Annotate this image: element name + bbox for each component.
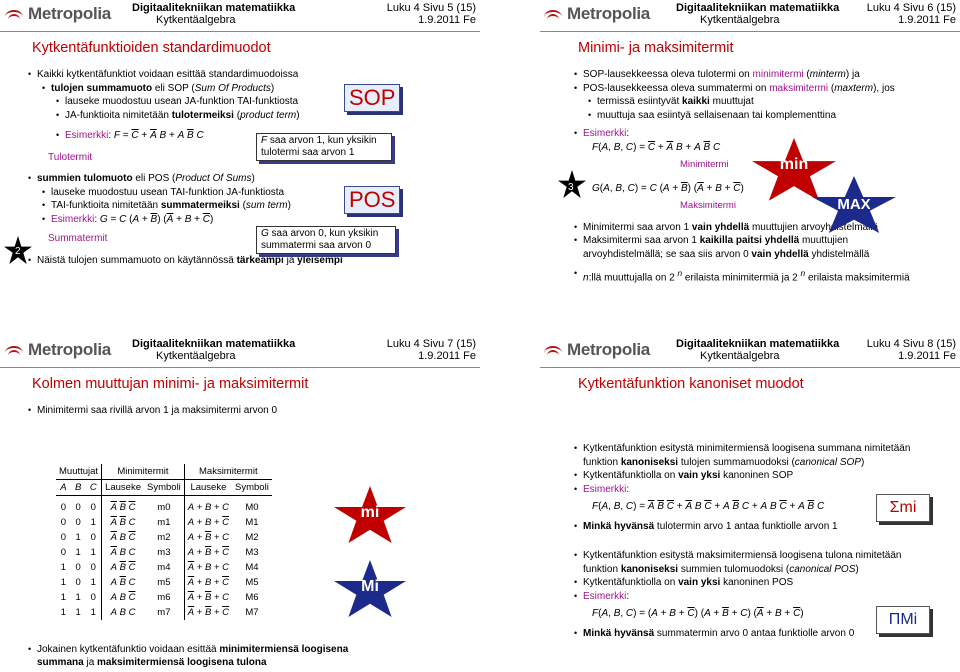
bullet: • Esimerkki: <box>574 590 954 604</box>
logo-icon <box>542 340 564 360</box>
slide-header <box>480 336 960 370</box>
bullet: • lauseke muodostuu usean JA-funktion TAI-funktiosta <box>56 95 468 109</box>
divider <box>0 367 480 368</box>
bullet: • TAI-funktioita nimitetään summatermeiksi (sum term) <box>42 199 468 213</box>
slide-body <box>574 68 954 285</box>
formula-f: F(A, B, $C) = \overline{C} + \overline{A}$ B + A $\overline{B}$ C <box>592 141 721 153</box>
minterm-symbol: m6 <box>157 592 171 603</box>
maxterm-expr: A + B + C <box>184 496 232 516</box>
divider <box>540 367 960 368</box>
minterm-symbol: m1 <box>157 517 171 528</box>
formula-pos: F(A, B, $C) = (A + B + \overline{C})$ $(A + \overline{B} + C)$ $(\overline{A} + B + \overline{C})$ <box>592 608 804 619</box>
bit-cell: 0 <box>60 547 67 558</box>
col-header: Symboli <box>235 482 269 493</box>
bit-cell: 1 <box>90 577 96 588</box>
course-subtitle: Kytkentäalgebra <box>156 14 236 26</box>
footer-bullet: • Jokainen kytkentäfunktio voidaan esittää minimitermiensä loogisena summana ja maksimitermiensä loogisena tulona <box>28 643 348 669</box>
maxterm-expr: $\overline{A} + \overline{B} + C$ <box>184 590 232 605</box>
minterm-symbol: m0 <box>157 502 171 513</box>
bullet: • SOP-lausekkeessa oleva tulotermi on minimitermi (minterm) ja <box>574 68 954 82</box>
bit-cell: 1 <box>75 547 81 558</box>
maxterm-symbol: M4 <box>245 562 259 573</box>
bit-cell: 0 <box>90 592 96 603</box>
bit-cell: 0 <box>75 577 81 588</box>
metropolia-logo: Metropolia <box>3 4 111 24</box>
date-label: 1.9.2011 Fe <box>418 14 476 26</box>
page-indicator: Luku 4 Sivu 5 (15) <box>386 2 476 14</box>
bullet-cont: funktion kanoniseksi summien tulomuodoksi (canonical POS) <box>583 563 859 575</box>
slide-header <box>480 0 960 34</box>
table-header: Maksimitermit <box>184 464 272 480</box>
bullet: • Kytkentäfunktion esitystä minimitermiensä loogisena summana nimitetään <box>574 442 954 456</box>
minterm-expr: $\overline{A}$ B $\overline{C}$ <box>102 530 144 545</box>
maxterm-expr: $\overline{A} + B + \overline{C}$ <box>184 575 232 590</box>
metropolia-logo: Metropolia <box>3 340 111 360</box>
table-row <box>56 496 272 516</box>
logo-icon <box>542 4 564 24</box>
label-tulotermit: Tulotermit <box>48 151 93 163</box>
maxterm-expr: $A + \overline{B} + C$ <box>184 530 232 545</box>
bullet: • Minimitermi saa arvon 1 vain yhdellä muuttujien arvoyhdistelmällä <box>574 221 954 235</box>
minterm-expr: A $\overline{B}$ C <box>102 575 144 590</box>
minterm-expr: A B $\overline{C}$ <box>102 590 144 605</box>
bullet: • lauseke muodostuu usean TAI-funktion JA-funktiosta <box>42 186 468 200</box>
bullet: • muuttuja saa esiintyä sellaisenaan tai komplementtina <box>588 109 954 123</box>
minterm-expr: $\overline{A}$ $\overline{B}$ $\overline{C}$ <box>102 496 144 516</box>
bullet: • summien tulomuoto eli POS (Product Of Sums) <box>28 172 468 186</box>
bullet: • termissä esiintyvät kaikki muuttujat <box>588 95 954 109</box>
bit-cell: 1 <box>60 562 67 573</box>
bit-cell: 1 <box>60 577 67 588</box>
formula-g: G(A, B, C) = C $(A + \overline{B})$ $(\overline{A} + B + \overline{C})$ <box>592 182 744 194</box>
bit-cell: 0 <box>60 517 67 528</box>
course-title: Digitaalitekniikan matematiikka <box>132 2 296 14</box>
mi-label: mi <box>360 504 380 521</box>
bit-cell: 0 <box>90 532 96 543</box>
col-header: Lauseke <box>102 480 144 496</box>
label-summatermit: Summatermit <box>48 233 108 244</box>
maxterm-expr: $\overline{A} + B + C$ <box>184 560 232 575</box>
metropolia-logo: Metropolia <box>542 4 650 24</box>
sum-mi-box: Σmi <box>876 494 930 522</box>
maxterm-symbol: M7 <box>245 607 259 618</box>
slide-title: Kytkentäfunktion kanoniset muodot <box>578 376 804 392</box>
maxterm-symbol: M2 <box>245 532 259 543</box>
maxterm-expr: $A + \overline{B} + \overline{C}$ <box>184 545 232 560</box>
slide-body <box>28 404 468 418</box>
course-subtitle: Kytkentäalgebra <box>700 14 780 26</box>
course-title: Digitaalitekniikan matematiikka <box>676 2 840 14</box>
bit-cell: 1 <box>90 517 96 528</box>
label-minimitermi: Minimitermi <box>680 159 729 170</box>
minterm-expr: A $\overline{B}$ $\overline{C}$ <box>102 560 144 575</box>
course-title: Digitaalitekniikan matematiikka <box>132 338 296 350</box>
bullet: • Esimerkki: $F = \overline{C} + \overline{A}$ B + A $\overline{B}$ C <box>56 129 468 143</box>
maxterm-symbol: M6 <box>245 592 259 603</box>
bit-cell: 0 <box>75 517 81 528</box>
minterm-expr: $\overline{A}$ B C <box>102 545 144 560</box>
bullet-cont: funktion kanoniseksi tulojen summamuodoksi (canonical SOP) <box>583 456 865 468</box>
slide-6 <box>480 0 960 336</box>
slide-title: Kytkentäfunktioiden standardimuodot <box>32 40 271 56</box>
table-body <box>56 496 272 621</box>
bullet: • Näistä tulojen summamuoto on käytännössä tärkeämpi ja yleisempi <box>28 254 468 268</box>
bit-cell: 1 <box>75 592 81 603</box>
bit-cell: 1 <box>90 547 96 558</box>
metropolia-logo: Metropolia <box>542 340 650 360</box>
bit-cell: 0 <box>90 502 96 513</box>
sop-badge: SOP <box>344 84 400 112</box>
date-label: 1.9.2011 Fe <box>418 350 476 362</box>
formula-sop: F(A, B, $C) = \overline{A}$ $\overline{B}$ $\overline{C} + \overline{A}$ B $\overline{C} + A$ $\overline{B}$ C + A B $\overline{C} + A$ $\overline{B}$ C <box>592 501 825 512</box>
bullet: • Minkä hyvänsä summatermin arvo 0 antaa funktiolle arvon 0 <box>574 627 954 641</box>
bullet: • Maksimitermi saa arvon 1 kaikilla paitsi yhdellä muuttujien <box>574 234 954 248</box>
max-label: MAX <box>837 196 871 213</box>
slide-header <box>0 336 480 370</box>
star-number: 3 <box>568 182 574 193</box>
bullet-cont: arvoyhdistelmällä; se saa siis arvon 0 vain yhdellä yhdistelmällä <box>583 248 870 260</box>
slide-7 <box>0 336 480 672</box>
bit-cell: 1 <box>60 607 67 618</box>
minterm-expr: $\overline{A}$ $\overline{B}$ C <box>102 515 144 530</box>
Mi-label: Mi <box>361 578 379 595</box>
star-number: 2 <box>15 246 21 257</box>
maxterm-symbol: M1 <box>245 517 259 528</box>
bullet: • n:llä muuttujalla on 2 $^n$ erilaista minimitermiä ja 2 $^n$ erilaista maksimitermiä <box>574 267 954 285</box>
table-row <box>56 545 272 560</box>
slide-title: Kolmen muuttujan minimi- ja maksimitermit <box>32 376 309 392</box>
bit-cell: 0 <box>75 562 81 573</box>
prod-Mi-box: ΠMi <box>876 606 930 634</box>
table-row <box>56 560 272 575</box>
col-header: A <box>60 482 67 493</box>
table-row <box>56 590 272 605</box>
callout-g: G saa arvon 0, kun yksikin summatermi saa arvon 0 <box>256 226 396 254</box>
page-indicator: Luku 4 Sivu 7 (15) <box>386 338 476 350</box>
bullet: • Kytkentäfunktiolla on vain yksi kanoninen POS <box>574 576 954 590</box>
divider <box>0 31 480 32</box>
minterm-symbol: m3 <box>157 547 171 558</box>
col-header: Symboli <box>147 482 181 493</box>
bullet: • Kytkentäfunktion esitystä maksimitermiensä loogisena tulona nimitetään <box>574 549 954 563</box>
bit-cell: 1 <box>75 532 81 543</box>
bit-cell: 0 <box>60 502 67 513</box>
minterm-symbol: m7 <box>157 607 171 618</box>
slide-header <box>0 0 480 34</box>
table-header: Minimitermit <box>102 464 185 480</box>
bit-cell: 0 <box>75 502 81 513</box>
course-subtitle: Kytkentäalgebra <box>700 350 780 362</box>
slide-title: Minimi- ja maksimitermit <box>578 40 734 56</box>
table-row <box>56 530 272 545</box>
label-maksimitermi: Maksimitermi <box>680 200 736 211</box>
bullet: • JA-funktioita nimitetään tulotermeiksi (product term) <box>56 109 468 123</box>
maxterm-expr: $\overline{A} + \overline{B} + \overline{C}$ <box>184 605 232 620</box>
slide-body <box>28 68 468 267</box>
col-header: C <box>89 482 97 493</box>
minterm-table <box>56 464 272 620</box>
table-row <box>56 515 272 530</box>
col-header: B <box>74 482 82 493</box>
bullet: • Kytkentäfunktiolla on vain yksi kanoninen SOP <box>574 469 954 483</box>
maxterm-symbol: M3 <box>245 547 259 558</box>
bit-cell: 0 <box>60 532 67 543</box>
bit-cell: 1 <box>90 607 96 618</box>
slide-5 <box>0 0 480 336</box>
date-label: 1.9.2011 Fe <box>898 14 956 26</box>
pos-badge: POS <box>344 186 400 214</box>
bit-cell: 1 <box>60 592 67 603</box>
bullet: • POS-lausekkeessa oleva summatermi on maksimitermi (maxterm), jos <box>574 82 954 96</box>
course-subtitle: Kytkentäalgebra <box>156 350 236 362</box>
bullet: • Minimitermi saa rivillä arvon 1 ja maksimitermi arvon 0 <box>28 404 468 418</box>
bullet: • Esimerkki: <box>574 483 954 497</box>
minterm-symbol: m5 <box>157 577 171 588</box>
logo-icon <box>3 340 25 360</box>
page-indicator: Luku 4 Sivu 6 (15) <box>866 2 956 14</box>
table-row <box>56 605 272 620</box>
minterm-symbol: m2 <box>157 532 171 543</box>
minterm-expr: A B C <box>102 605 144 620</box>
table-row <box>56 575 272 590</box>
bullet: • tulojen summamuoto eli SOP (Sum Of Products) <box>42 82 468 96</box>
table-header: Muuttujat <box>56 464 102 480</box>
slide-8 <box>480 336 960 672</box>
maxterm-symbol: M5 <box>245 577 259 588</box>
bit-cell: 0 <box>90 562 96 573</box>
logo-icon <box>3 4 25 24</box>
maxterm-symbol: M0 <box>245 502 259 513</box>
maxterm-expr: $A + B + \overline{C}$ <box>184 515 232 530</box>
bullet: • Minkä hyvänsä tulotermin arvo 1 antaa funktiolle arvon 1 <box>574 520 954 534</box>
bullet: • Esimerkki: <box>574 127 954 141</box>
divider <box>540 31 960 32</box>
callout-f: F saa arvon 1, kun yksikin tulotermi saa arvon 1 <box>256 133 392 161</box>
min-label: min <box>779 156 809 173</box>
bit-cell: 1 <box>75 607 81 618</box>
bullet: • Esimerkki: G = C $(A + \overline{B})$ $(\overline{A} + B + \overline{C})$ <box>42 213 468 227</box>
date-label: 1.9.2011 Fe <box>898 350 956 362</box>
col-header: Lauseke <box>184 480 232 496</box>
minterm-symbol: m4 <box>157 562 171 573</box>
bullet: • Kaikki kytkentäfunktiot voidaan esittää standardimuodoissa <box>28 68 468 82</box>
course-title: Digitaalitekniikan matematiikka <box>676 338 840 350</box>
page-indicator: Luku 4 Sivu 8 (15) <box>866 338 956 350</box>
